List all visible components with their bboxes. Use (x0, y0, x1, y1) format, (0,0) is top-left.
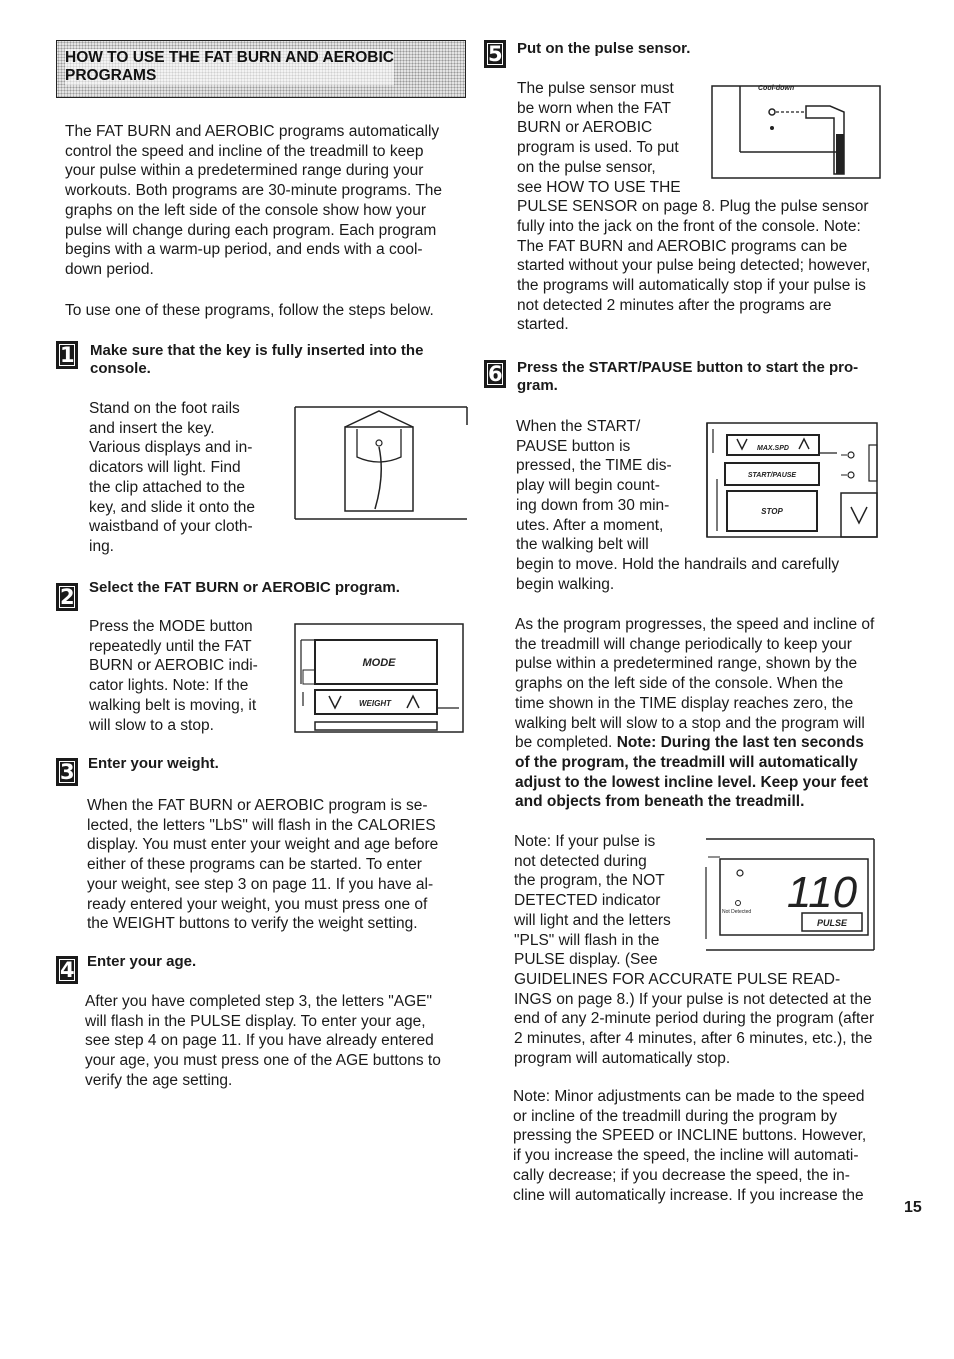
text-line: graphs on the left side of the console. When the (515, 675, 844, 693)
text-line: started without your pulse being detected; however, (517, 257, 871, 275)
text-line: your pulse within a predetermined range during your (65, 162, 424, 180)
text-line: When the FAT BURN or AEROBIC program is se- (87, 797, 428, 814)
step-number-badge: 6 (484, 360, 506, 388)
step-6-title (517, 359, 897, 395)
step-2-title: Select the FAT BURN or AEROBIC program. (89, 579, 400, 596)
text-line: "PLS" will flash in the (514, 931, 660, 949)
text-line: will light and the letters (514, 911, 671, 929)
text-line: workouts. Both programs are 30-minute programs. The (65, 182, 443, 200)
text-line: on the pulse sensor, (517, 158, 656, 176)
text-span: be completed. (515, 734, 617, 752)
text-line: and insert the key. (89, 419, 215, 437)
stop-label: STOP (761, 507, 783, 516)
text-line: will slow to a stop. (89, 716, 214, 734)
text-line: pulse will change during each program. Each program (65, 221, 437, 239)
text-line: Note: If your pulse is (514, 833, 656, 850)
step-number-badge: 1 (56, 341, 78, 369)
text-line: PAUSE button is (516, 437, 631, 455)
warning-text: of the program, the treadmill will automatically (515, 753, 858, 771)
text-line: end of any 2-minute period during the program (after (514, 1010, 875, 1028)
key-insert-illustration (293, 405, 469, 522)
step-1-title (90, 342, 470, 378)
text-line: program will automatically stop. (514, 1049, 731, 1067)
text-line: either of these programs can be started. To enter (87, 856, 422, 874)
text-line: GUIDELINES FOR ACCURATE PULSE READ- (514, 970, 841, 988)
cool-down-label: Cool-down (758, 85, 795, 92)
text-line: the treadmill will change periodically to keep your (515, 635, 852, 653)
text-line: waistband of your cloth- (89, 518, 253, 536)
mode-label: MODE (362, 657, 396, 669)
step-2-body (89, 617, 258, 735)
mode-button-illustration (293, 622, 465, 734)
text-line: down period. (65, 260, 154, 278)
page-number: 15 (904, 1199, 922, 1216)
text-line: see step 4 on page 11. If you have already entered (85, 1032, 434, 1050)
text-line: your weight, see step 3 on page 11. If you have al- (87, 875, 434, 893)
step-number-badge: 3 (56, 758, 78, 786)
text-line: see HOW TO USE THE (517, 178, 681, 196)
text-line: verify the age setting. (85, 1071, 233, 1089)
step-3-body (87, 796, 438, 934)
text-line: BURN or AEROBIC (517, 119, 653, 137)
text-line: ing down from 30 min- (516, 496, 670, 514)
text-line: Make sure that the key is fully inserted into the (90, 342, 424, 359)
text-line: After you have completed step 3, the letters "AGE" (85, 993, 433, 1010)
text-line: The FAT BURN and AEROBIC programs automatically (65, 123, 440, 140)
text-line: the programs will automatically stop if your pulse is (517, 277, 866, 295)
not-detected-label: Not Detected (722, 909, 752, 915)
text-line: program is used. To put (517, 139, 679, 157)
adjust-note-paragraph (513, 1087, 866, 1205)
text-line: PULSE SENSOR on page 8. Plug the pulse sensor (517, 198, 869, 216)
text-line: The pulse sensor must (517, 80, 674, 97)
text-line: PULSE display. (See (514, 951, 658, 969)
step-number-badge: 4 (56, 956, 78, 984)
text-line: display. You must enter your weight and age before (87, 836, 439, 854)
warning-text: adjust to the lowest incline level. Keep your feet (515, 773, 869, 791)
step-5-title: Put on the pulse sensor. (517, 40, 691, 57)
text-line: your age, you must press one of the AGE buttons to (85, 1052, 441, 1070)
text-line: fully into the jack on the front of the console. Note: (517, 217, 861, 235)
text-line: pressed, the TIME dis- (516, 457, 672, 475)
text-line: The FAT BURN and AEROBIC programs can be (517, 237, 848, 255)
text-line: 2 minutes, after 4 minutes, after 6 minutes, etc.), the (514, 1030, 873, 1048)
text-line: begin to move. Hold the handrails and carefully (516, 555, 840, 573)
text-line: the walking belt will (516, 536, 649, 554)
step-1-body (89, 399, 255, 557)
text-line: or incline of the treadmill during the program by (513, 1107, 837, 1125)
text-line: started. (517, 316, 569, 334)
text-line: the clip attached to the (89, 478, 245, 496)
text-line: Note: Minor adjustments can be made to the speed (513, 1088, 865, 1105)
pulse-sensor-jack-illustration (710, 82, 882, 180)
text-line: console. (90, 360, 151, 377)
text-line: dicators will light. Find (89, 459, 241, 477)
section-title-line: PROGRAMS (65, 67, 157, 84)
text-line: When the START/ (516, 418, 641, 435)
weight-label: WEIGHT (359, 699, 391, 708)
text-line: repeatedly until the FAT (89, 637, 252, 655)
text-line: pressing the SPEED or INCLINE buttons. However, (513, 1127, 867, 1145)
program-progress-paragraph (515, 615, 905, 812)
text-line: cline will automatically increase. If you increase the (513, 1186, 864, 1204)
pulse-value: 110 (786, 868, 858, 917)
section-title-line: HOW TO USE THE FAT BURN AND AEROBIC (65, 49, 394, 66)
text-line: Press the START/PAUSE button to start the pro- (517, 359, 859, 376)
text-line: Press the MODE button (89, 618, 253, 635)
text-line: utes. After a moment, (516, 516, 664, 534)
text-line: the program, the NOT (514, 872, 665, 890)
text-line: not detected during (514, 852, 647, 870)
text-line: cally decrease; if you decrease the speed, the in- (513, 1166, 850, 1184)
start-pause-label: START/PAUSE (747, 472, 797, 479)
text-line: gram. (517, 377, 558, 394)
step-4-title: Enter your age. (87, 953, 197, 970)
text-line: graphs on the left side of the console show how your (65, 201, 427, 219)
text-line: lected, the letters "LbS" will flash in the CALORIES (87, 816, 436, 834)
speed-label: MAX.SPD (757, 445, 789, 452)
chevron-down-icon (737, 439, 747, 449)
text-line: time shown in the TIME display reaches zero, the (515, 694, 854, 712)
text-line: cator lights. Note: If the (89, 677, 249, 695)
text-line (515, 733, 905, 753)
chevron-down-icon (329, 696, 341, 708)
section-title (65, 49, 394, 85)
text-line: pulse within a predetermined range, shown by the (515, 655, 858, 673)
start-pause-illustration (705, 419, 879, 541)
text-line: walking belt will slow to a stop and the program will (515, 714, 865, 732)
text-line: BURN or AEROBIC indi- (89, 657, 258, 675)
text-line: begin walking. (516, 575, 615, 593)
text-line: INGS on page 8.) If your pulse is not detected at the (514, 990, 872, 1008)
text-line: As the program progresses, the speed and incline of (515, 616, 875, 633)
text-line: ing. (89, 537, 114, 555)
text-line: Various displays and in- (89, 439, 253, 457)
text-line: control the speed and incline of the treadmill to keep (65, 142, 424, 160)
text-line: if you increase the speed, the incline will automati- (513, 1147, 859, 1165)
pulse-label: PULSE (816, 918, 848, 928)
text-line: DETECTED indicator (514, 892, 661, 910)
intro-follow: To use one of these programs, follow the steps below. (65, 302, 434, 319)
text-line: will flash in the PULSE display. To enter your age, (85, 1012, 426, 1030)
chevron-up-icon (799, 439, 809, 449)
step-3-title: Enter your weight. (88, 755, 219, 772)
step-number-badge: 2 (56, 583, 78, 611)
text-line: not detected 2 minutes after the programs are (517, 296, 832, 314)
step-4-body (85, 992, 441, 1091)
text-line: begins with a warm-up period, and ends with a cool- (65, 241, 423, 259)
warning-text: Note: During the last ten seconds (616, 734, 864, 752)
text-line: play will begin count- (516, 477, 660, 495)
intro-paragraph (65, 122, 475, 280)
text-line: walking belt is moving, it (89, 696, 257, 714)
text-line: be worn when the FAT (517, 99, 671, 117)
text-line: the WEIGHT buttons to verify the weight setting. (87, 915, 418, 933)
section-heading-box (56, 40, 466, 98)
text-line: key, and slide it onto the (89, 498, 256, 516)
text-line: ready entered your weight, you must press one of (87, 895, 428, 913)
chevron-down-icon (851, 507, 867, 523)
pulse-display-illustration (704, 837, 876, 952)
step-number-badge: 5 (484, 40, 506, 68)
chevron-up-icon (407, 696, 419, 708)
text-line: Stand on the foot rails (89, 400, 240, 417)
warning-text: and objects from beneath the treadmill. (515, 793, 805, 811)
